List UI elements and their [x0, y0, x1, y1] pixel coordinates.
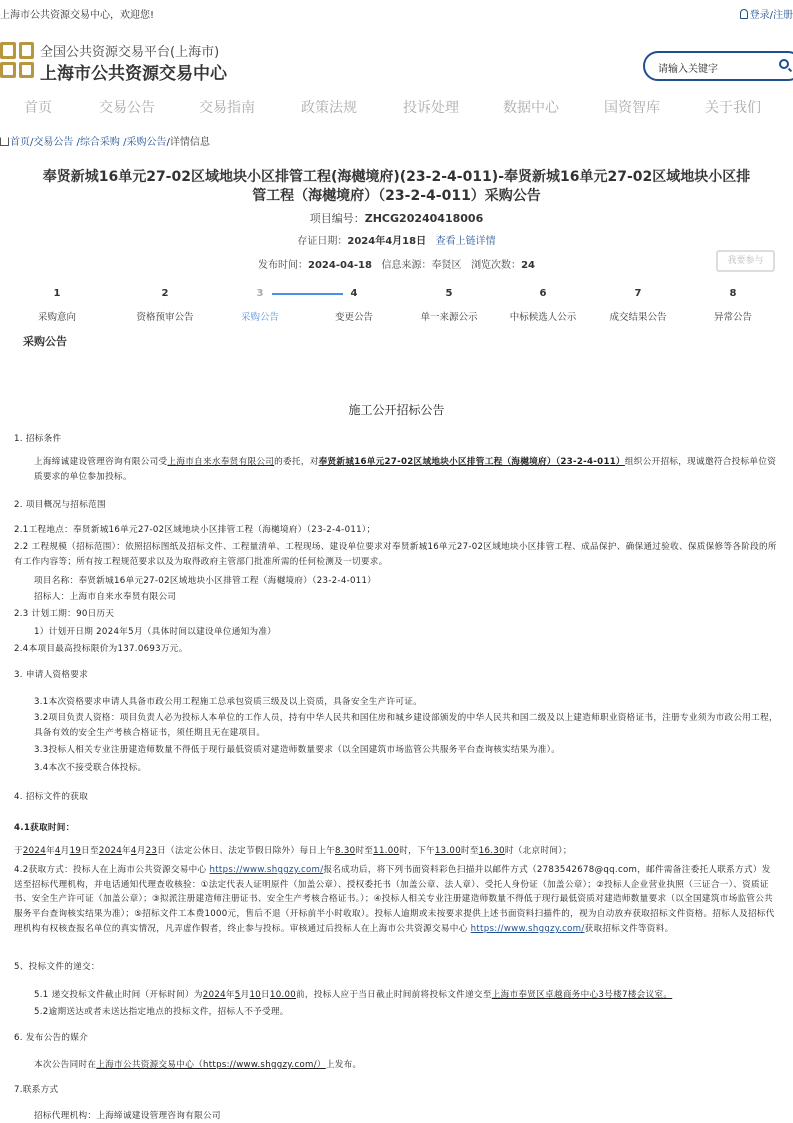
filled-value: 11.00	[373, 846, 400, 856]
text-segment: 年	[225, 990, 235, 1000]
crumb-procurement[interactable]: 综合采购 /	[79, 137, 127, 148]
step-number: 4	[350, 288, 358, 299]
logo	[0, 42, 34, 78]
heading-3: 3. 申请人资格要求	[14, 670, 89, 680]
filled-value: 4	[54, 846, 61, 856]
welcome-text: 上海市公共资源交易中心，欢迎您!	[0, 10, 155, 21]
text-segment: 前，投标人应于当日截止时间前将投标文件递交至	[296, 990, 492, 1000]
text-segment: 年	[122, 846, 131, 856]
home-icon[interactable]	[0, 137, 9, 146]
filled-value: 8.30	[335, 846, 356, 856]
para-1: 上海缔诚建设管理咨询有限公司受上海市自来水奉贤有限公司的委托，对奉贤新城16单元27-02区域地块小区排管工程（海樾境府）（23-2-4-011）组织公开招标，现诚邀符合投标单位资质要求的单位参加投标。	[34, 457, 777, 482]
step-purchase-intent[interactable]: 采购意向	[37, 312, 76, 323]
filled-value: 2024	[202, 990, 226, 1000]
filled-value: 23	[145, 846, 158, 856]
heading-6: 6. 发布公告的媒介	[14, 1033, 89, 1043]
step-prequalification[interactable]: 资格预审公告	[136, 312, 194, 323]
para-3-2: 3.2项目负责人资格：项目负责人必为投标人本单位的工作人员，持有中华人民共和国住房和城乡建设部颁发的中华人民共和国二级及以上建造师职业资格证书，注册专业须为市政公用工程，具备有效的安全生产考核合格证书，须任期且无在建项目。	[34, 713, 778, 738]
project-number: 项目编号：ZHCG20240418006	[309, 212, 484, 225]
step-progress-line	[272, 293, 343, 295]
nav-home[interactable]: 首页	[24, 100, 52, 116]
nav-policy[interactable]: 政策法规	[301, 100, 357, 116]
filled-value: 10	[249, 990, 262, 1000]
filled-value: 上海市奉贤区卓越商务中心3号楼7楼会议室。	[491, 990, 673, 1000]
crumb-home[interactable]: 首页/	[10, 137, 34, 148]
para-3-1: 3.1本次资格要求申请人具备市政公用工程施工总承包资质三级及以上资质，具备安全生产许可证。	[34, 697, 423, 707]
heading-7: 7.联系方式	[14, 1085, 59, 1095]
project-name: 项目名称：奉贤新城16单元27-02区域地块小区排管工程（海樾境府）（23-2-4-011）	[34, 576, 377, 586]
step-result[interactable]: 成交结果公告	[609, 312, 667, 323]
site-subtitle: 全国公共资源交易平台(上海市)	[40, 45, 220, 60]
document-title: 施工公开招标公告	[348, 403, 445, 417]
step-number: 2	[161, 288, 169, 299]
nav-think-tank[interactable]: 国资智库	[604, 100, 660, 116]
step-purchase-notice[interactable]: 采购公告	[240, 312, 279, 323]
search-icon[interactable]	[779, 59, 789, 69]
para-2-1: 2.1工程地点：奉贤新城16单元27-02区域地块小区排管工程（海樾境府）（23-2-4-011）；	[14, 525, 376, 535]
text-segment: 年	[45, 846, 55, 856]
text-segment: 月	[60, 846, 70, 856]
para-5-1	[34, 988, 672, 1000]
step-number: 7	[634, 288, 642, 299]
breadcrumb	[0, 133, 210, 148]
crumb-purchase-notice[interactable]: 采购公告	[126, 137, 167, 148]
step-candidates[interactable]: 中标候选人公示	[509, 312, 577, 323]
heading-5: 5、投标文件的递交：	[14, 962, 100, 972]
filled-value: 13.00	[434, 846, 461, 856]
search-placeholder: 请输入关键字	[658, 64, 718, 75]
crumb-notices[interactable]: 交易公告 /	[33, 137, 80, 148]
text-segment: 日（法定公休日、法定节假日除外）每日上午	[157, 846, 336, 856]
text-segment: 时至	[460, 846, 479, 856]
para-4-2: 4.2获取方式：投标人在上海市公共资源交易中心 https://www.shggzy.com/报名成功后，将下列书面资料彩色扫描并以邮件方式（2783542678@qq.com，邮件需备注委托人联系方式）发送至招标代理机构，并电话通知代理查收核验：①法定代表人证明原件（加盖公章）、授权委托书（加盖公章、法人章）、受托人身份证（加盖公章）；②投标人企业营业执照（三证合一）、资质证书、安全生产许可证（加盖公章）；③拟派注册建造师注册证书、安全生产考核合格证书。）；④投标人相关专业注册建造师数量不得低于现行最低资质对建造师数量要求（以全国建筑市场监管公共服务平台查询核实结果为准）；⑤招标文件工本费1000元，售后不退（开标前半小时收取）。投标人逾期或未按要求提供上述书面资料扫描件的，视为自动放弃获取招标文件资格。招标人及招标代理机构有权核查报名单位的真实情况，凡弄虚作假者，终止参与投标。审核通过后投标人在上海市公共资源交易中心 https://www.shggzy.com/获取招标文件等资料。	[14, 865, 775, 934]
login-label[interactable]: 登录/注册	[749, 10, 793, 21]
step-number: 5	[445, 288, 453, 299]
step-single-source[interactable]: 单一来源公示	[420, 312, 478, 323]
filled-value: 5	[234, 990, 241, 1000]
join-button[interactable]: 我要参与	[716, 250, 775, 272]
para-2-4: 2.4本项目最高投标限价为137.0693万元。	[14, 644, 188, 654]
nav-data-center[interactable]: 数据中心	[503, 100, 559, 116]
para-3-4: 3.4本次不接受联合体投标。	[34, 763, 147, 773]
tenderer: 招标人：上海市自来水奉贤有限公司	[34, 592, 177, 602]
text-segment: 日	[261, 990, 270, 1000]
step-number: 3	[256, 288, 264, 299]
para-5-2: 5.2逾期送达或者未送达指定地点的投标文件，招标人不予受理。	[34, 1007, 289, 1017]
para-3-3: 3.3投标人相关专业注册建造师数量不得低于现行最低资质对建造师数量要求（以全国建筑市场监管公共服务平台查询核实结果为准）。	[34, 745, 561, 755]
filled-value: 4	[130, 846, 137, 856]
text-segment: 时，下午	[399, 846, 435, 856]
step-exception[interactable]: 异常公告	[713, 312, 752, 323]
chain-detail-link[interactable]: 查看上链详情	[435, 236, 496, 247]
filled-value: 10.00	[269, 990, 297, 1000]
publish-info: 发布时间：2024-04-18 信息来源：奉贤区 浏览次数：24	[258, 260, 535, 271]
text-segment: 5.1 递交投标文件截止时间（开标时间）为	[34, 990, 203, 1000]
heading-4: 4. 招标文件的获取	[14, 792, 89, 802]
crumb-detail: /详情信息	[166, 137, 210, 148]
site-link[interactable]: https://www.shggzy.com/	[209, 865, 324, 875]
step-number: 6	[539, 288, 547, 299]
filled-value: 2024	[22, 846, 46, 856]
step-change-notice[interactable]: 变更公告	[334, 312, 373, 323]
text-segment: 月	[136, 846, 146, 856]
filled-value: 16.30	[478, 846, 505, 856]
para-2-3: 2.3 计划工期：90日历天	[14, 609, 115, 619]
text-segment: 于	[14, 846, 23, 856]
acquire-time	[14, 844, 572, 856]
filled-value: 19	[69, 846, 82, 856]
page-title: 奉贤新城16单元27-02区域地块小区排管工程(海樾境府)(23-2-4-011)-奉贤新城16单元27-02区域地块小区排管工程（海樾境府）（23-2-4-011）采购公告	[42, 169, 751, 204]
section-title: 采购公告	[23, 335, 67, 348]
site-title[interactable]: 上海市公共资源交易中心	[40, 64, 227, 84]
nav-trade-guide[interactable]: 交易指南	[199, 100, 255, 116]
heading-1: 1. 招标条件	[14, 434, 62, 444]
nav-complaints[interactable]: 投诉处理	[403, 100, 459, 116]
login-link[interactable]	[740, 6, 793, 21]
site-link[interactable]: 上海市公共资源交易中心（https://www.shggzy.com/）	[96, 1060, 326, 1070]
para-4-1: 4.1获取时间：	[14, 823, 75, 833]
cert-date: 存证日期：2024年4月18日 查看上链详情	[297, 236, 496, 247]
filled-value: 2024	[98, 846, 122, 856]
planned-start: 1）计划开日期 2024年5月（具体时间以建设单位通知为准）	[34, 627, 277, 637]
para-6: 本次公告同时在上海市公共资源交易中心（https://www.shggzy.com/）上发布。	[34, 1060, 362, 1070]
user-icon	[740, 9, 748, 19]
heading-2: 2. 项目概况与招标范围	[14, 500, 106, 510]
nav-trade-notices[interactable]: 交易公告	[99, 100, 155, 116]
text-segment: 时（北京时间）；	[504, 846, 572, 856]
search-input[interactable]	[643, 51, 793, 81]
agency: 招标代理机构：上海缔诚建设管理咨询有限公司	[34, 1111, 221, 1121]
step-number: 8	[729, 288, 737, 299]
nav-about[interactable]: 关于我们	[705, 100, 761, 116]
step-number: 1	[53, 288, 61, 299]
text-segment: 日至	[81, 846, 99, 856]
site-link[interactable]: https://www.shggzy.com/	[470, 923, 585, 934]
text-segment: 时至	[355, 846, 374, 856]
text-segment: 月	[240, 990, 250, 1000]
para-2-2: 2.2 工程规模（招标范围）：依照招标图纸及招标文件、工程量清单、工程现场、建设单位要求对奉贤新城16单元27-02区域地块小区排管工程、成品保护、确保通过验收、保质保修等各阶段的所有工作内容等；所有按工程规范要求以及为取得政府主管部门批准所需的任何检测及一切要求。	[14, 542, 777, 567]
